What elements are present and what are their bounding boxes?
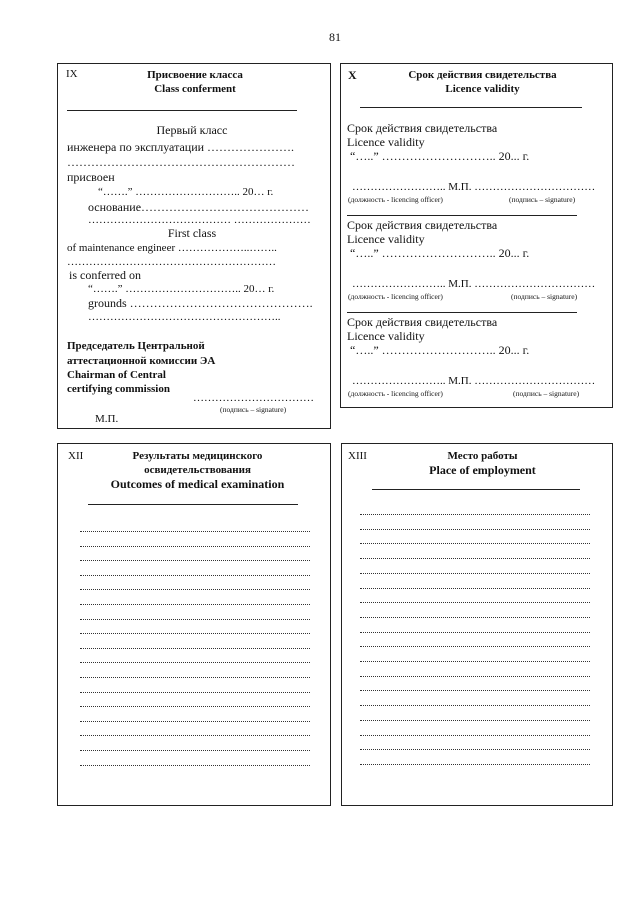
divider <box>372 489 580 490</box>
page-number: 81 <box>329 30 341 44</box>
dotted-blank-line <box>80 677 310 678</box>
dotted-blank-line <box>80 735 310 736</box>
grounds-en: grounds ………………………………………. <box>88 296 313 310</box>
divider <box>88 504 298 505</box>
blank-line: ………………………………………………… <box>67 256 276 268</box>
dotted-blank-line <box>360 573 590 574</box>
section-x-title-ru: Срок действия свидетельства <box>408 69 557 81</box>
signature-line: …………………….. М.П. …………………………… <box>352 278 596 290</box>
grounds-ru: основание…………………………………… <box>88 200 310 214</box>
dotted-blank-line <box>360 690 590 691</box>
section-xii-title-ru-2: освидетельствования <box>144 464 251 476</box>
dotted-blank-line <box>360 676 590 677</box>
chairman-ru-1: Председатель Центральной <box>67 340 205 352</box>
validity-ru: Срок действия свидетельства <box>347 218 498 232</box>
dotted-blank-line <box>80 604 310 605</box>
dotted-blank-line <box>360 735 590 736</box>
dotted-blank-line <box>360 588 590 589</box>
dotted-blank-line <box>80 633 310 634</box>
divider <box>67 110 297 111</box>
dotted-blank-line <box>360 617 590 618</box>
section-xii-title-ru-1: Результаты медицинского <box>132 450 263 462</box>
validity-en: Licence validity <box>347 135 425 149</box>
signature-label: (подпись – signature) <box>511 292 578 301</box>
conferred-ru: присвоен <box>67 170 115 184</box>
dotted-blank-line <box>360 646 590 647</box>
section-xiii-title-ru: Место работы <box>447 450 518 462</box>
class-ru: Первый класс <box>156 123 228 137</box>
dotted-blank-line <box>360 764 590 765</box>
date-ru: “…….” ……………………….. 20… г. <box>98 186 274 198</box>
section-xiii-number: XIII <box>348 450 367 462</box>
class-en: First class <box>167 226 217 240</box>
validity-ru: Срок действия свидетельства <box>347 121 498 135</box>
divider <box>360 107 582 108</box>
section-xii-medical-examination <box>57 443 331 806</box>
validity-date: “…..” ……………………….. 20... г. <box>350 149 530 163</box>
dotted-blank-line <box>360 558 590 559</box>
section-xii-number: XII <box>68 450 84 462</box>
divider <box>347 312 577 313</box>
officer-label: (должность - licencing officer) <box>348 389 443 398</box>
dotted-blank-line <box>80 765 310 766</box>
dotted-blank-line <box>80 575 310 576</box>
blank-line: …………………………………………….. <box>88 311 281 323</box>
dotted-blank-line <box>80 721 310 722</box>
section-xiii-place-of-employment <box>341 443 613 806</box>
engineer-ru: инженера по эксплуатации …………………. <box>67 140 295 154</box>
dotted-blank-line <box>80 546 310 547</box>
blank-line: ………………………………… ………………… <box>88 214 311 226</box>
officer-label: (должность - licencing officer) <box>348 195 443 204</box>
section-x-number: X <box>348 68 357 82</box>
dotted-blank-line <box>360 602 590 603</box>
dotted-blank-line <box>80 531 310 532</box>
chairman-en-1: Chairman of Central <box>67 369 166 381</box>
conferred-en: is conferred on <box>69 268 141 282</box>
dotted-blank-line <box>80 662 310 663</box>
dotted-blank-line <box>80 692 310 693</box>
dotted-blank-line <box>80 560 310 561</box>
dotted-blank-line <box>360 632 590 633</box>
section-x-title-en: Licence validity <box>445 83 520 95</box>
blank-line: ………………………………………………… <box>67 155 295 169</box>
section-ix-title-ru: Присвоение класса <box>147 69 243 81</box>
signature-label: (подпись – signature) <box>220 405 287 414</box>
dotted-blank-line <box>360 705 590 706</box>
dotted-blank-line <box>80 589 310 590</box>
stamp-label: М.П. <box>95 413 119 425</box>
signature-line: …………………….. М.П. …………………………… <box>352 375 596 387</box>
dotted-blank-line <box>360 529 590 530</box>
dotted-blank-line <box>80 706 310 707</box>
validity-en: Licence validity <box>347 232 425 246</box>
chairman-ru-2: аттестационной комиссии ЭА <box>67 355 216 367</box>
validity-date: “…..” ……………………….. 20... г. <box>350 343 530 357</box>
signature-label: (подпись – signature) <box>509 195 576 204</box>
officer-label: (должность - licencing officer) <box>348 292 443 301</box>
section-ix-number: IX <box>66 68 78 80</box>
section-ix-title-en: Class conferment <box>154 83 236 95</box>
dotted-blank-line <box>80 648 310 649</box>
validity-en: Licence validity <box>347 329 425 343</box>
dotted-blank-line <box>360 543 590 544</box>
dotted-blank-line <box>360 514 590 515</box>
dotted-blank-line <box>80 750 310 751</box>
dotted-blank-line <box>80 619 310 620</box>
dotted-blank-line <box>360 749 590 750</box>
validity-ru: Срок действия свидетельства <box>347 315 498 329</box>
signature-line: …………………………… <box>193 392 314 404</box>
divider <box>347 215 577 216</box>
date-en: “…….” ………………………….. 20… г. <box>88 283 275 295</box>
chairman-en-2: certifying commission <box>67 383 170 395</box>
signature-line: …………………….. М.П. …………………………… <box>352 181 596 193</box>
engineer-en: of maintenance engineer ………………..…….. <box>67 242 277 254</box>
signature-label: (подпись – signature) <box>513 389 580 398</box>
section-xii-title-en: Outcomes of medical examination <box>110 477 285 491</box>
dotted-blank-line <box>360 720 590 721</box>
validity-date: “…..” ……………………….. 20... г. <box>350 246 530 260</box>
section-xiii-title-en: Place of employment <box>429 463 536 477</box>
dotted-blank-line <box>360 661 590 662</box>
